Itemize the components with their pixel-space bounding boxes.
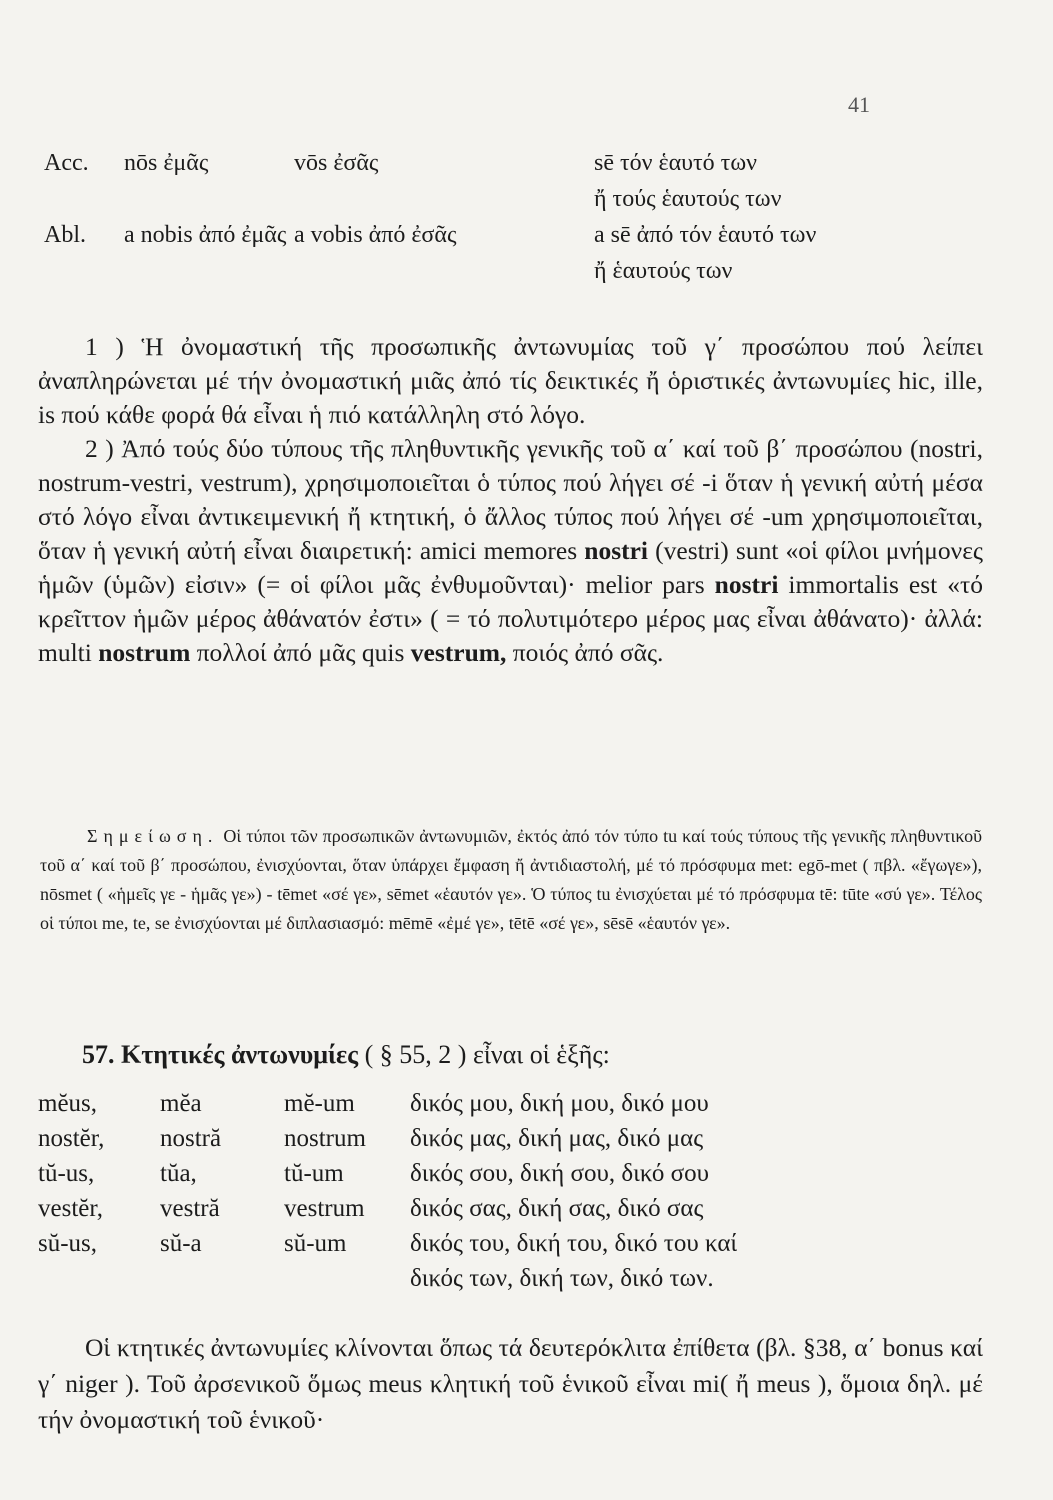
neuter-form: tŭ-um [284,1160,344,1187]
masculine-form: vestĕr, [38,1195,103,1222]
feminine-form: sŭ-a [160,1230,202,1257]
masculine-form: mĕus, [38,1090,98,1117]
note-paragraph [40,822,982,938]
section-heading [82,1040,610,1070]
possessive-row [38,1230,998,1265]
declension-row [44,150,1004,186]
feminine-form: nostră [160,1125,222,1152]
paragraph-2-text: immortalis est «τό κρεῖττον ἡμῶν μέρος ἀθάνατόν ἐστι» ( = τό πολυτιμότερο μέρος μας εἶναι ἀθάνατο)· ἀλλά: multi [38,570,983,667]
bold-term: vestrum, [410,638,507,667]
case-label: Abl. [44,222,86,248]
reflexive-form: ἤ ἑαυτούς των [594,258,733,284]
declension-row [44,258,1004,294]
declension-row [44,222,1004,258]
neuter-form: sŭ-um [284,1230,347,1257]
section-number: 57. [82,1040,115,1069]
neuter-form: vestrum [284,1195,365,1222]
note-text: Οἱ τύποι τῶν προσωπικῶν ἀντωνυμιῶν, ἐκτός ἀπό τόν τύπο tu καί τούς τύπους τῆς γενικῆς πληθυντικοῦ τοῦ α΄ καί τοῦ β΄ προσώπου, ἐνισχύονται, ὅταν ὑπάρχει ἔμφαση ἤ ἀντιδιαστολή, μέ τό πρόσφυμα met: egō-met ( πβλ. «ἔγωγε»), nōsmet ( «ἡμεῖς γε - ἡμᾶς γε») - tēmet «σέ γε», sēmet «ἑαυτόν γε». Ὁ τύπος tu ἐνισχύεται μέ τό πρόσφυμα tē: tūte «σύ γε». Τέλος οἱ τύποι me, te, se ἐνισχύονται μέ διπλασιασμό: mēmē «ἐμέ γε», tētē «σέ γε», sēsē «ἑαυτόν γε». [40,826,982,933]
possessive-row [38,1125,998,1160]
reflexive-form: sē τόν ἑαυτό των [594,150,757,176]
paragraph-2-text: πολλοί ἀπό μᾶς quis [190,638,411,667]
closing-text [38,1330,983,1438]
possessive-row [38,1265,998,1300]
possessive-row [38,1195,998,1230]
bold-term: nostri [714,570,779,599]
possessive-table [38,1090,998,1300]
paragraph-2 [38,432,983,670]
section-rest: ( § 55, 2 ) εἶναι οἱ ἑξῆς: [358,1040,610,1069]
second-person-form: a vobis ἀπό ἐσᾶς [294,222,457,248]
masculine-form: sŭ-us, [38,1230,98,1257]
note-label: Σημείωση. [87,826,219,846]
second-person-form: vōs ἐσᾶς [294,150,379,176]
possessive-row [38,1090,998,1125]
paragraph-2-text: ποιός ἀπό σᾶς. [506,638,664,667]
note-block [40,822,982,938]
feminine-form: mĕa [160,1090,202,1117]
closing-paragraph: Οἱ κτητικές ἀντωνυμίες κλίνονται ὅπως τά δευτερόκλιτα ἐπίθετα (βλ. §38, α΄ bonus καί γ΄ niger ). Τοῦ ἀρσενικοῦ ὅμως meus κλητική τοῦ ἑνικοῦ εἶναι mi( ἤ meus ), ὅμοια δηλ. μέ τήν ὀνομαστική τοῦ ἑνικοῦ· [38,1333,983,1434]
reflexive-form: ἤ τούς ἑαυτούς των [594,186,782,212]
neuter-form: mĕ-um [284,1090,355,1117]
bold-term: nostri [584,536,649,565]
possessive-row [38,1160,998,1195]
paragraph-1: 1 ) Ἡ ὀνομαστική τῆς προσωπικῆς ἀντωνυμίας τοῦ γ΄ προσώπου πού λείπει ἀναπληρώνεται μέ τήν ὀνομαστική μιᾶς ἀπό τίς δεικτικές ἤ ὁριστικές ἀντωνυμίες hic, ille, is πού κάθε φορά θά εἶναι ἡ πιό κατάλληλη στό λόγο. [38,332,983,429]
masculine-form: nostĕr, [38,1125,105,1152]
first-person-form: nōs ἐμᾶς [124,150,209,176]
case-label: Acc. [44,150,89,176]
section-title: Κτητικές ἀντωνυμίες [121,1040,359,1069]
greek-translation: δικός σου, δική σου, δικό σου [410,1160,709,1187]
greek-translation: δικός μας, δική μας, δικό μας [410,1125,704,1152]
greek-translation: δικός των, δική των, δικό των. [410,1265,714,1292]
declension-table [44,150,1004,294]
main-text [38,330,983,670]
greek-translation: δικός του, δική του, δικό του καί [410,1230,738,1257]
feminine-form: tŭa, [160,1160,197,1187]
paragraph-2-text: (vestri) sunt «οἱ φίλοι μνήμονες ἡμῶν (ὑμῶν) εἰσιν» (= οἱ φίλοι μᾶς ἐνθυμοῦνται)· melior pars [38,536,983,599]
reflexive-form: a sē ἀπό τόν ἑαυτό των [594,222,817,248]
greek-translation: δικός σας, δική σας, δικό σας [410,1195,704,1222]
masculine-form: tŭ-us, [38,1160,95,1187]
bold-term: nostrum [98,638,191,667]
neuter-form: nostrum [284,1125,366,1152]
greek-translation: δικός μου, δική μου, δικό μου [410,1090,709,1117]
declension-row [44,186,1004,222]
feminine-form: vestră [160,1195,220,1222]
paragraph-2-text: 2 ) Ἀπό τούς δύο τύπους τῆς πληθυντικῆς γενικῆς τοῦ α΄ καί τοῦ β΄ προσώπου (nostri, nostrum-vestri, vestrum), χρησιμοποιεῖται ὁ τύπος πού λήγει σέ -i ὅταν ἡ γενική αὐτή μέσα στό λόγο εἶναι ἀντικειμενική ἤ κτητική, ὁ ἄλλος τύπος πού λήγει σέ -um χρησιμοποιεῖται, ὅταν ἡ γενική αὐτή εἶναι διαιρετική: amici memores [38,434,983,565]
page-number: 41 [848,92,870,117]
first-person-form: a nobis ἀπό ἐμᾶς [124,222,287,248]
